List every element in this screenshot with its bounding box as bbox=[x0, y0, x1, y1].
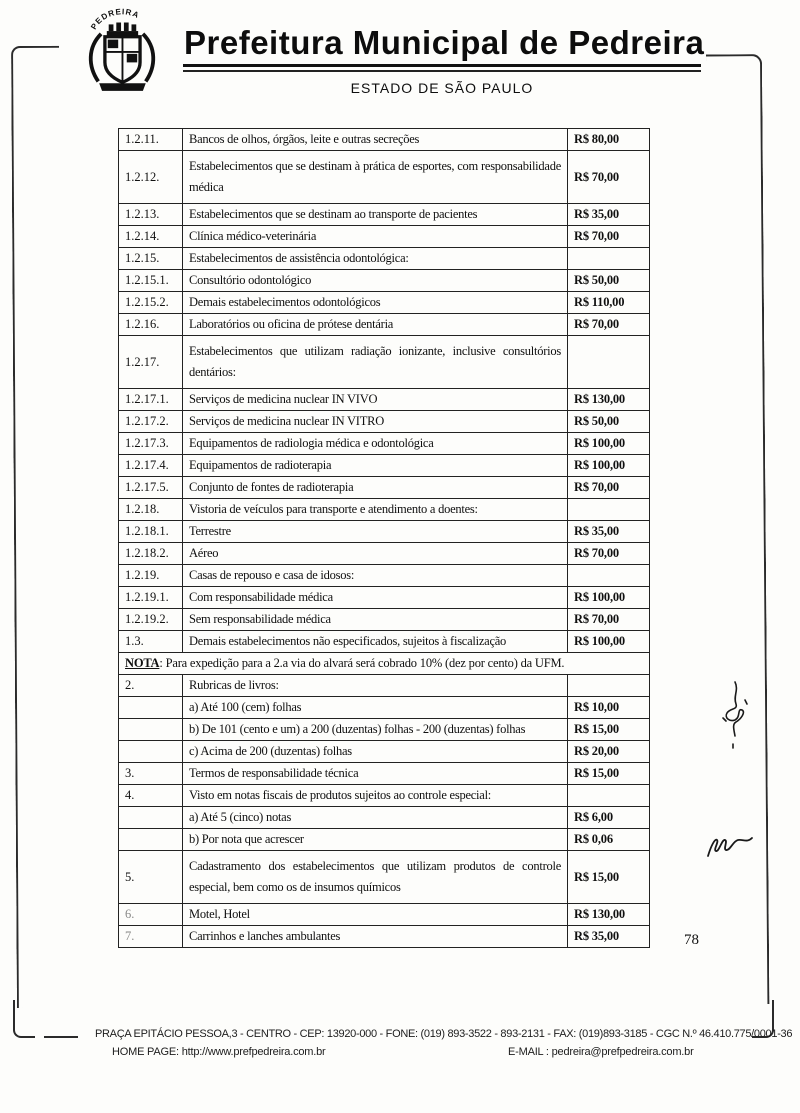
row-code: 1.2.19.2. bbox=[119, 609, 183, 631]
coat-of-arms bbox=[84, 5, 160, 102]
row-code: 1.2.18.1. bbox=[119, 521, 183, 543]
emblem-banner bbox=[99, 83, 146, 91]
table-row bbox=[119, 785, 650, 807]
row-code: 7. bbox=[119, 926, 183, 948]
table-row bbox=[119, 609, 650, 631]
table-row bbox=[119, 336, 650, 389]
row-code: 1.2.15.2. bbox=[119, 292, 183, 314]
table-row bbox=[119, 433, 650, 455]
table-row bbox=[119, 653, 650, 675]
table-row bbox=[119, 499, 650, 521]
page-subtitle: ESTADO DE SÃO PAULO bbox=[350, 80, 534, 96]
row-value: R$ 100,00 bbox=[568, 631, 650, 653]
row-value: R$ 70,00 bbox=[568, 477, 650, 499]
row-code: 1.2.19. bbox=[119, 565, 183, 587]
row-code: 1.2.18.2. bbox=[119, 543, 183, 565]
table-row bbox=[119, 292, 650, 314]
row-value: R$ 35,00 bbox=[568, 521, 650, 543]
footer-address-line: PRAÇA EPITÁCIO PESSOA,3 - CENTRO - CEP: 13920-000 - FONE: (019) 893-3522 - 893-2131 - FAX: (019)893-3185 - CGC N.º 46.410.775/0001-36 bbox=[95, 1028, 793, 1040]
row-value bbox=[568, 675, 650, 697]
handwritten-mark-1 bbox=[705, 678, 760, 768]
row-value bbox=[568, 565, 650, 587]
row-description: Laboratórios ou oficina de prótese dentária bbox=[183, 314, 568, 336]
row-value: R$ 80,00 bbox=[568, 129, 650, 151]
row-value bbox=[568, 785, 650, 807]
row-code bbox=[119, 719, 183, 741]
table-row bbox=[119, 904, 650, 926]
handwritten-mark-2 bbox=[700, 816, 760, 864]
row-description: Termos de responsabilidade técnica bbox=[183, 763, 568, 785]
row-description: Casas de repouso e casa de idosos: bbox=[183, 565, 568, 587]
row-description: a) Até 5 (cinco) notas bbox=[183, 807, 568, 829]
page-border-left bbox=[11, 46, 65, 1008]
footer-homepage: HOME PAGE: http://www.prefpedreira.com.br bbox=[112, 1046, 326, 1058]
row-description: Com responsabilidade médica bbox=[183, 587, 568, 609]
row-description: Estabelecimentos que se destinam à prática de esportes, com responsabilidade médica bbox=[183, 151, 568, 204]
row-code: 4. bbox=[119, 785, 183, 807]
row-description: Motel, Hotel bbox=[183, 904, 568, 926]
row-value bbox=[568, 336, 650, 389]
row-value: R$ 10,00 bbox=[568, 697, 650, 719]
table-row bbox=[119, 151, 650, 204]
row-value bbox=[568, 499, 650, 521]
table-row bbox=[119, 521, 650, 543]
row-value: R$ 70,00 bbox=[568, 543, 650, 565]
row-value: R$ 70,00 bbox=[568, 151, 650, 204]
table-row bbox=[119, 129, 650, 151]
row-code: 1.2.16. bbox=[119, 314, 183, 336]
row-code: 1.2.17. bbox=[119, 336, 183, 389]
table-row bbox=[119, 697, 650, 719]
page-number: 78 bbox=[684, 932, 699, 948]
row-value: R$ 100,00 bbox=[568, 433, 650, 455]
row-code: 1.2.15. bbox=[119, 248, 183, 270]
table-row bbox=[119, 587, 650, 609]
title-rule-2 bbox=[183, 70, 701, 72]
row-value bbox=[568, 248, 650, 270]
row-code: 1.2.14. bbox=[119, 226, 183, 248]
row-description: Consultório odontológico bbox=[183, 270, 568, 292]
row-value: R$ 6,00 bbox=[568, 807, 650, 829]
row-value: R$ 50,00 bbox=[568, 270, 650, 292]
page-border-bottom-left-dash bbox=[44, 1036, 78, 1038]
row-description: a) Até 100 (cem) folhas bbox=[183, 697, 568, 719]
row-value: R$ 50,00 bbox=[568, 411, 650, 433]
table-row bbox=[119, 719, 650, 741]
row-value: R$ 35,00 bbox=[568, 204, 650, 226]
row-value: R$ 70,00 bbox=[568, 314, 650, 336]
table-row bbox=[119, 807, 650, 829]
row-code: 1.2.17.5. bbox=[119, 477, 183, 499]
row-description: Demais estabelecimentos odontológicos bbox=[183, 292, 568, 314]
row-code: 1.2.11. bbox=[119, 129, 183, 151]
row-code: 1.2.15.1. bbox=[119, 270, 183, 292]
row-value: R$ 100,00 bbox=[568, 455, 650, 477]
table-row bbox=[119, 314, 650, 336]
row-description: Cadastramento dos estabelecimentos que utilizam produtos de controle especial, bem como os de insumos químicos bbox=[183, 851, 568, 904]
row-value: R$ 15,00 bbox=[568, 763, 650, 785]
table-row bbox=[119, 926, 650, 948]
row-code bbox=[119, 697, 183, 719]
row-code: 1.2.19.1. bbox=[119, 587, 183, 609]
table-row bbox=[119, 829, 650, 851]
row-code: 1.2.17.2. bbox=[119, 411, 183, 433]
table-row bbox=[119, 226, 650, 248]
table-row bbox=[119, 851, 650, 904]
row-value: R$ 20,00 bbox=[568, 741, 650, 763]
row-value: R$ 0,06 bbox=[568, 829, 650, 851]
row-description: b) Por nota que acrescer bbox=[183, 829, 568, 851]
row-value: R$ 130,00 bbox=[568, 389, 650, 411]
table-row bbox=[119, 543, 650, 565]
row-description: Clínica médico-veterinária bbox=[183, 226, 568, 248]
row-code: 1.2.17.4. bbox=[119, 455, 183, 477]
row-value: R$ 100,00 bbox=[568, 587, 650, 609]
row-code: 5. bbox=[119, 851, 183, 904]
row-description: Bancos de olhos, órgãos, leite e outras secreções bbox=[183, 129, 568, 151]
row-value: R$ 15,00 bbox=[568, 851, 650, 904]
row-value: R$ 70,00 bbox=[568, 609, 650, 631]
page-border-bottom-left-hook bbox=[13, 1000, 35, 1038]
title-rule bbox=[183, 64, 701, 67]
row-description: Estabelecimentos que se destinam ao transporte de pacientes bbox=[183, 204, 568, 226]
table-row bbox=[119, 675, 650, 697]
row-value: R$ 70,00 bbox=[568, 226, 650, 248]
row-description: Equipamentos de radiologia médica e odontológica bbox=[183, 433, 568, 455]
row-description: c) Acima de 200 (duzentas) folhas bbox=[183, 741, 568, 763]
table-row bbox=[119, 204, 650, 226]
row-code: 3. bbox=[119, 763, 183, 785]
row-description: Equipamentos de radioterapia bbox=[183, 455, 568, 477]
table-row bbox=[119, 565, 650, 587]
row-code: 6. bbox=[119, 904, 183, 926]
row-description: Vistoria de veículos para transporte e atendimento a doentes: bbox=[183, 499, 568, 521]
table-row bbox=[119, 741, 650, 763]
table-row bbox=[119, 248, 650, 270]
row-value: R$ 110,00 bbox=[568, 292, 650, 314]
row-code bbox=[119, 829, 183, 851]
table-row bbox=[119, 270, 650, 292]
row-value: R$ 35,00 bbox=[568, 926, 650, 948]
row-code bbox=[119, 741, 183, 763]
emblem-crown-icon bbox=[107, 23, 138, 36]
table-row bbox=[119, 455, 650, 477]
row-code: 2. bbox=[119, 675, 183, 697]
note-cell: NOTA: Para expedição para a 2.a via do alvará será cobrado 10% (dez por cento) da UFM. bbox=[119, 653, 650, 675]
fee-table bbox=[118, 128, 650, 948]
row-code: 1.2.17.1. bbox=[119, 389, 183, 411]
row-code: 1.2.13. bbox=[119, 204, 183, 226]
row-description: b) De 101 (cento e um) a 200 (duzentas) folhas - 200 (duzentas) folhas bbox=[183, 719, 568, 741]
footer-email: E-MAIL : pedreira@prefpedreira.com.br bbox=[508, 1046, 694, 1058]
row-description: Visto em notas fiscais de produtos sujeitos ao controle especial: bbox=[183, 785, 568, 807]
row-description: Rubricas de livros: bbox=[183, 675, 568, 697]
note-label: NOTA bbox=[125, 656, 160, 670]
row-code: 1.2.17.3. bbox=[119, 433, 183, 455]
table-row bbox=[119, 763, 650, 785]
row-description: Conjunto de fontes de radioterapia bbox=[183, 477, 568, 499]
row-description: Aéreo bbox=[183, 543, 568, 565]
table-row bbox=[119, 389, 650, 411]
row-value: R$ 15,00 bbox=[568, 719, 650, 741]
fee-table-body bbox=[119, 129, 650, 948]
row-description: Demais estabelecimentos não especificados, sujeitos à fiscalização bbox=[183, 631, 568, 653]
page-title: Prefeitura Municipal de Pedreira bbox=[184, 24, 705, 61]
emblem-text: PEDREIRA bbox=[89, 7, 141, 32]
row-code bbox=[119, 807, 183, 829]
row-value: R$ 130,00 bbox=[568, 904, 650, 926]
table-row bbox=[119, 411, 650, 433]
row-description: Serviços de medicina nuclear IN VITRO bbox=[183, 411, 568, 433]
row-description: Serviços de medicina nuclear IN VIVO bbox=[183, 389, 568, 411]
table-row bbox=[119, 631, 650, 653]
row-code: 1.3. bbox=[119, 631, 183, 653]
row-code: 1.2.18. bbox=[119, 499, 183, 521]
row-description: Estabelecimentos que utilizam radiação ionizante, inclusive consultórios dentários: bbox=[183, 336, 568, 389]
row-code: 1.2.12. bbox=[119, 151, 183, 204]
row-description: Carrinhos e lanches ambulantes bbox=[183, 926, 568, 948]
table-row bbox=[119, 477, 650, 499]
row-description: Sem responsabilidade médica bbox=[183, 609, 568, 631]
row-description: Estabelecimentos de assistência odontológica: bbox=[183, 248, 568, 270]
row-description: Terrestre bbox=[183, 521, 568, 543]
